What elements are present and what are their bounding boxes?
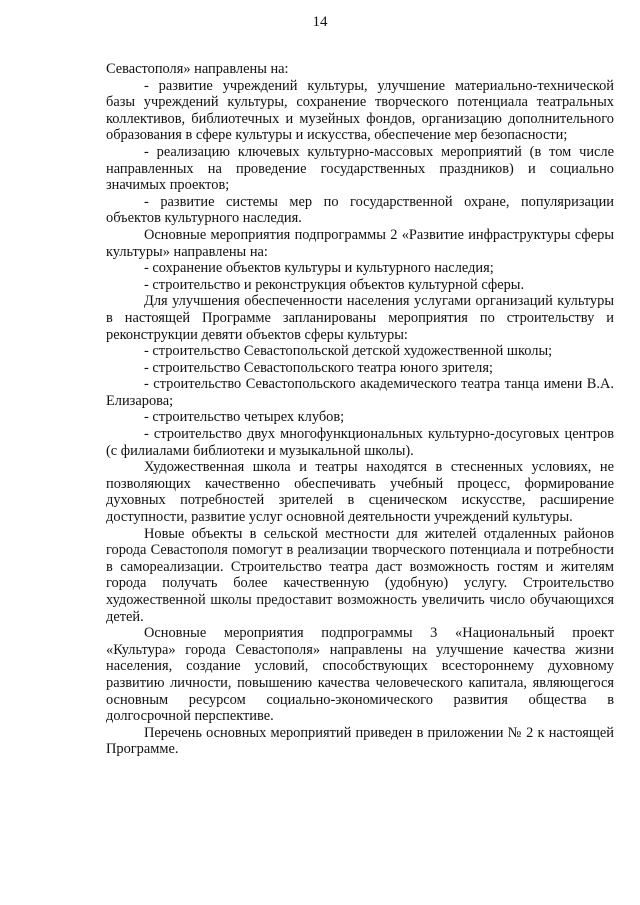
paragraph: Основные мероприятия подпрограммы 2 «Развитие инфраструктуры сферы культуры» направлены на: xyxy=(106,226,614,260)
paragraph: Для улучшения обеспеченности населения услугами организаций культуры в настоящей Программе запланированы мероприятия по строительству и реконструкции девяти объектов сферы культуры: xyxy=(106,293,614,343)
list-item: - строительство двух многофункциональных культурно-досуговых центров (с филиалами библиотеки и музыкальной школы). xyxy=(106,426,614,459)
list-item: - строительство и реконструкция объектов культурной сферы. xyxy=(144,276,525,293)
list-item: - строительство Севастопольского академического театра танца имени В.А. Елизарова; xyxy=(106,376,614,409)
list-item: - развитие системы мер по государственной охране, популяризации объектов культурного наследия. xyxy=(106,193,614,227)
page-number: 14 xyxy=(312,14,328,30)
paragraph: Перечень основных мероприятий приведен в приложении № 2 к настоящей Программе. xyxy=(106,724,614,758)
list-item: - строительство Севастопольского театра юного зрителя; xyxy=(144,359,493,376)
list-item: - развитие учреждений культуры, улучшение материально-технической базы учреждений культуры, сохранение творческого потенциала театральных коллективов, библиотечных и музейных фондов, организацию дополнительного образования в сфере культуры и искусства, обеспечение мер безопасности; xyxy=(106,77,614,144)
paragraph: Художественная школа и театры находятся в стесненных условиях, не позволяющих качественно обеспечивать учебный процесс, формирование духовных потребностей зрителей в сценическом искусстве, расширение доступности, развитие услуг основной деятельности учреждений культуры. xyxy=(106,459,614,526)
list-item: - сохранение объектов культуры и культурного наследия; xyxy=(144,260,494,277)
list-item: - строительство четырех клубов; xyxy=(144,409,345,426)
list-item: - реализацию ключевых культурно-массовых мероприятий (в том числе направленных на проведение государственных праздников) и социально значимых проектов; xyxy=(106,143,614,194)
paragraph: Севастополя» направлены на: xyxy=(106,61,289,77)
list-item: - строительство Севастопольской детской художественной школы; xyxy=(144,343,553,360)
paragraph: Новые объекты в сельской местности для жителей отдаленных районов города Севастополя помогут в реализации творческого потенциала и потребности в самореализации. Строительство театра даст возможность гостям и жителям города получать более качественную (удобную) услугу. Строительство художественной школы предоставит возможность увеличить число обучающихся детей. xyxy=(106,525,614,625)
paragraph: Основные мероприятия подпрограммы 3 «Национальный проект «Культура» города Севастополя» направлены на улучшение качества жизни населения, создание условий, способствующих всестороннему духовному развитию личности, повышению качества человеческого капитала, являющегося основным ресурсом социально-экономического развития общества в долгосрочной перспективе. xyxy=(106,625,614,725)
document-body xyxy=(106,61,614,758)
